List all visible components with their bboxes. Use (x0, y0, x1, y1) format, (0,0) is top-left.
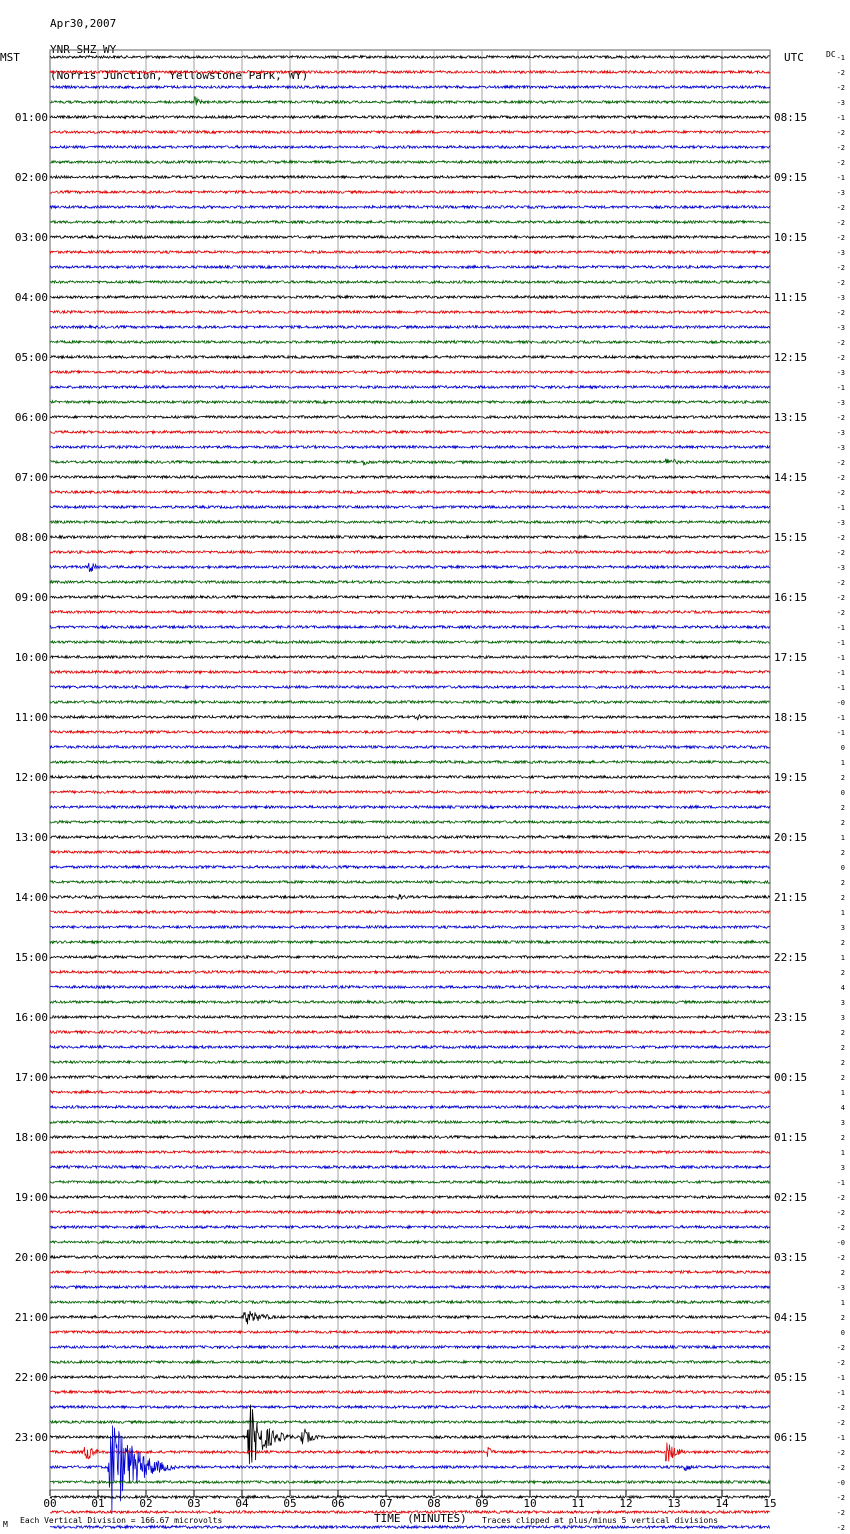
dc-offset-value: -2 (836, 1509, 845, 1517)
dc-offset-value: -0 (836, 1239, 845, 1247)
seismic-trace (50, 1196, 770, 1199)
seismic-trace (50, 926, 770, 929)
dc-offset-value: -2 (836, 144, 845, 152)
mst-hour-label: 05:00 (14, 351, 48, 364)
seismic-trace (50, 986, 770, 989)
seismic-trace (50, 806, 770, 809)
seismic-trace (50, 746, 770, 749)
seismic-trace (50, 251, 770, 254)
dc-offset-value: -2 (836, 264, 845, 272)
utc-hour-label: 11:15 (774, 291, 808, 304)
dc-offset-value: -0 (836, 1479, 845, 1487)
utc-hour-label: 09:15 (774, 171, 808, 184)
seismic-trace (50, 416, 770, 419)
dc-offset-value: 2 (840, 1044, 845, 1052)
seismic-trace (50, 146, 770, 149)
seismic-trace (50, 1136, 770, 1139)
dc-offset-value: -2 (836, 1419, 845, 1427)
chart-date: Apr30,2007 (50, 17, 117, 30)
dc-offset-value: -1 (836, 1179, 845, 1187)
seismic-trace (50, 431, 770, 434)
seismic-trace (50, 1361, 770, 1364)
seismic-trace (50, 1031, 770, 1034)
seismic-trace (50, 71, 770, 74)
seismic-trace (50, 459, 770, 466)
utc-hour-label: 08:15 (774, 111, 808, 124)
dc-offset-value: -2 (836, 459, 845, 467)
chart-location: (Norris Junction, Yellowstone Park, WY) (50, 69, 309, 82)
utc-hour-label: 21:15 (774, 891, 808, 904)
x-tick-label: 03 (187, 1497, 201, 1510)
seismic-trace (50, 401, 770, 404)
dc-offset-value: -2 (836, 1209, 845, 1217)
seismic-trace (50, 596, 770, 599)
mst-hour-label: 23:00 (14, 1431, 48, 1444)
dc-offset-value: -3 (836, 294, 845, 302)
dc-offset-value: -2 (836, 1404, 845, 1412)
dc-offset-value: -2 (836, 159, 845, 167)
seismic-trace (50, 221, 770, 224)
seismic-trace (50, 851, 770, 854)
seismic-trace (50, 686, 770, 689)
seismic-trace (50, 1496, 770, 1499)
dc-offset-value: -2 (836, 354, 845, 362)
dc-offset-value: 2 (840, 894, 845, 902)
dc-offset-value: 3 (840, 1119, 845, 1127)
seismic-trace (50, 1376, 770, 1379)
utc-hour-label: 23:15 (774, 1011, 808, 1024)
dc-offset-value: 2 (840, 774, 845, 782)
dc-offset-value: -3 (836, 249, 845, 257)
right-timezone-label: UTC (784, 51, 804, 64)
dc-offset-value: -1 (836, 504, 845, 512)
x-tick-label: 11 (571, 1497, 585, 1510)
dc-offset-labels (837, 54, 845, 1534)
mst-hour-label: 10:00 (14, 651, 48, 664)
dc-offset-value: 1 (840, 1149, 845, 1157)
seismic-trace (50, 1046, 770, 1049)
utc-hour-label: 17:15 (774, 651, 808, 664)
dc-offset-value: -3 (836, 99, 845, 107)
dc-offset-value: -2 (836, 309, 845, 317)
seismic-trace (50, 1271, 770, 1274)
utc-hour-label: 18:15 (774, 711, 808, 724)
seismic-trace (50, 161, 770, 164)
seismic-trace (50, 1001, 770, 1004)
seismic-trace (50, 1106, 770, 1109)
dc-offset-value: -1 (836, 654, 845, 662)
seismic-trace (50, 96, 770, 105)
dc-offset-value: -2 (836, 69, 845, 77)
mst-hour-label: 18:00 (14, 1131, 48, 1144)
seismic-trace (50, 1406, 770, 1409)
seismic-trace (50, 491, 770, 494)
seismic-trace (50, 581, 770, 584)
seismic-trace (50, 611, 770, 614)
dc-offset-value: 2 (840, 819, 845, 827)
mst-hour-label: 14:00 (14, 891, 48, 904)
mst-hour-label: 03:00 (14, 231, 48, 244)
mst-hour-label: 01:00 (14, 111, 48, 124)
dc-offset-value: 2 (840, 1059, 845, 1067)
dc-offset-value: 2 (840, 1029, 845, 1037)
seismic-trace (50, 341, 770, 344)
dc-offset-value: 1 (840, 1299, 845, 1307)
dc-offset-value: 4 (840, 984, 845, 992)
dc-offset-value: -2 (836, 204, 845, 212)
dc-offset-value: -2 (836, 414, 845, 422)
dc-offset-value: 2 (840, 1269, 845, 1277)
mst-hour-label: 04:00 (14, 291, 48, 304)
seismic-trace (50, 1526, 770, 1529)
dc-offset-value: -2 (836, 1224, 845, 1232)
dc-offset-value: -2 (836, 84, 845, 92)
seismic-trace (50, 1301, 770, 1304)
dc-offset-value: -2 (836, 279, 845, 287)
seismic-trace (50, 1346, 770, 1349)
dc-offset-value: 0 (840, 1329, 845, 1337)
mst-hour-label: 12:00 (14, 771, 48, 784)
utc-hour-label: 22:15 (774, 951, 808, 964)
seismic-trace (50, 731, 770, 734)
x-tick-label: 15 (763, 1497, 777, 1510)
dc-offset-value: 0 (840, 864, 845, 872)
seismic-trace (50, 371, 770, 374)
dc-offset-value: -3 (836, 189, 845, 197)
utc-hour-label: 02:15 (774, 1191, 808, 1204)
x-tick-label: 10 (523, 1497, 537, 1510)
utc-hour-label: 13:15 (774, 411, 808, 424)
seismic-trace (50, 911, 770, 914)
dc-offset-value: -2 (836, 129, 845, 137)
seismic-trace (50, 776, 770, 779)
utc-hour-label: 06:15 (774, 1431, 808, 1444)
clip-note: Traces clipped at plus/minus 5 vertical divisions (482, 1516, 719, 1525)
utc-hour-label: 16:15 (774, 591, 808, 604)
mst-hour-label: 22:00 (14, 1371, 48, 1384)
mst-hour-label: 07:00 (14, 471, 48, 484)
mst-hour-label: 19:00 (14, 1191, 48, 1204)
x-tick-label: 07 (379, 1497, 393, 1510)
left-timezone-label: MST (0, 51, 20, 64)
seismic-trace (50, 1405, 770, 1465)
x-tick-label: 14 (715, 1497, 729, 1510)
seismic-trace (50, 1226, 770, 1229)
dc-offset-value: 3 (840, 1014, 845, 1022)
dc-offset-value: 4 (840, 1104, 845, 1112)
seismic-trace (50, 1151, 770, 1154)
dc-offset-value: -1 (836, 729, 845, 737)
seismic-trace (50, 1076, 770, 1079)
seismic-trace (50, 1421, 770, 1424)
seismic-trace (50, 236, 770, 239)
seismic-trace (50, 176, 770, 179)
seismic-trace (50, 1391, 770, 1394)
utc-hour-label: 19:15 (774, 771, 808, 784)
dc-offset-value: -3 (836, 1284, 845, 1292)
dc-offset-value: 1 (840, 834, 845, 842)
seismic-trace (50, 656, 770, 659)
dc-offset-value: -2 (836, 219, 845, 227)
seismic-trace (50, 941, 770, 944)
seismic-trace (50, 191, 770, 194)
x-tick-label: 05 (283, 1497, 297, 1510)
dc-offset-value: 3 (840, 1164, 845, 1172)
dc-offset-value: 0 (840, 744, 845, 752)
seismic-trace (50, 1211, 770, 1214)
dc-offset-value: -2 (836, 234, 845, 242)
dc-offset-value: -3 (836, 324, 845, 332)
utc-hour-label: 15:15 (774, 531, 808, 544)
seismic-trace (50, 761, 770, 764)
x-tick-label: 12 (619, 1497, 633, 1510)
x-tick-label: 01 (91, 1497, 105, 1510)
dc-offset-value: -1 (836, 1434, 845, 1442)
dc-offset-value: 2 (840, 849, 845, 857)
dc-offset-value: 1 (840, 1089, 845, 1097)
dc-offset-value: -2 (836, 1494, 845, 1502)
utc-hour-label: 00:15 (774, 1071, 808, 1084)
seismic-trace (50, 1061, 770, 1064)
seismic-trace (50, 791, 770, 794)
utc-hour-label: 10:15 (774, 231, 808, 244)
seismic-trace (50, 521, 770, 524)
mst-hour-label: 21:00 (14, 1311, 48, 1324)
dc-offset-value: -1 (836, 714, 845, 722)
dc-header-label: DC (826, 50, 836, 59)
scale-note: Each Vertical Division = 166.67 microvolts (20, 1516, 223, 1525)
dc-offset-value: 2 (840, 939, 845, 947)
mst-hour-label: 17:00 (14, 1071, 48, 1084)
utc-hour-label: 03:15 (774, 1251, 808, 1264)
x-tick-label: 06 (331, 1497, 345, 1510)
seismic-trace (50, 715, 770, 720)
mst-hour-label: 11:00 (14, 711, 48, 724)
seismic-trace (50, 1481, 770, 1484)
dc-offset-value: -2 (836, 1464, 845, 1472)
utc-hour-label: 04:15 (774, 1311, 808, 1324)
dc-offset-value: -1 (836, 624, 845, 632)
dc-offset-value: -3 (836, 429, 845, 437)
seismic-trace (50, 116, 770, 119)
seismic-trace (50, 266, 770, 269)
seismic-trace (50, 356, 770, 359)
seismic-trace (50, 1286, 770, 1289)
utc-hour-label: 14:15 (774, 471, 808, 484)
mst-hour-label: 02:00 (14, 171, 48, 184)
seismic-trace (50, 1121, 770, 1124)
dc-offset-value: -2 (836, 549, 845, 557)
dc-offset-value: -2 (836, 489, 845, 497)
chart-station: YNR SHZ WY (50, 43, 117, 56)
dc-offset-value: 2 (840, 804, 845, 812)
seismic-trace (50, 563, 770, 572)
dc-offset-value: 3 (840, 999, 845, 1007)
seismic-trace (50, 1331, 770, 1334)
dc-offset-value: 2 (840, 1314, 845, 1322)
seismic-trace (50, 551, 770, 554)
dc-offset-value: 0 (840, 789, 845, 797)
seismic-trace (50, 446, 770, 449)
trace-group (50, 56, 770, 1534)
dc-offset-value: -3 (836, 399, 845, 407)
dc-offset-value: -2 (836, 579, 845, 587)
dc-offset-value: -2 (836, 1449, 845, 1457)
dc-offset-value: -3 (836, 564, 845, 572)
seismic-trace (50, 56, 770, 59)
utc-hour-label: 12:15 (774, 351, 808, 364)
seismic-trace (50, 1016, 770, 1019)
mst-hour-label: 15:00 (14, 951, 48, 964)
dc-offset-value: -2 (836, 474, 845, 482)
seismic-trace (50, 1443, 770, 1462)
seismic-trace (50, 971, 770, 974)
seismic-trace (50, 1311, 770, 1324)
seismic-trace (50, 1426, 770, 1514)
seismic-trace (50, 1181, 770, 1184)
dc-offset-value: 2 (840, 1134, 845, 1142)
mst-hour-label: 20:00 (14, 1251, 48, 1264)
dc-offset-value: -2 (836, 1254, 845, 1262)
utc-hour-label: 05:15 (774, 1371, 808, 1384)
seismic-trace (50, 326, 770, 329)
dc-offset-value: -2 (836, 609, 845, 617)
seismic-trace (50, 641, 770, 644)
seismic-trace (50, 476, 770, 479)
seismic-trace (50, 386, 770, 389)
dc-offset-value: -2 (836, 1344, 845, 1352)
seismic-trace (50, 1166, 770, 1169)
dc-offset-value: 1 (840, 954, 845, 962)
dc-offset-value: 2 (840, 969, 845, 977)
mst-hour-label: 09:00 (14, 591, 48, 604)
seismic-trace (50, 506, 770, 509)
mst-hour-label: 08:00 (14, 531, 48, 544)
dc-offset-value: -2 (836, 339, 845, 347)
dc-offset-value: -2 (836, 594, 845, 602)
seismic-trace (50, 626, 770, 629)
mst-hour-label: 16:00 (14, 1011, 48, 1024)
x-tick-label: 13 (667, 1497, 681, 1510)
dc-offset-value: -3 (836, 369, 845, 377)
seismic-trace (50, 956, 770, 959)
seismic-trace (50, 701, 770, 704)
mst-hour-label: 13:00 (14, 831, 48, 844)
seismic-trace (50, 671, 770, 674)
dc-offset-value: -2 (836, 1359, 845, 1367)
utc-hour-label: 20:15 (774, 831, 808, 844)
x-tick-label: 04 (235, 1497, 249, 1510)
dc-offset-value: 1 (840, 909, 845, 917)
dc-offset-value: -2 (836, 534, 845, 542)
footer-mark: M (3, 1520, 8, 1529)
seismic-trace (50, 206, 770, 209)
seismic-trace (50, 836, 770, 839)
dc-offset-value: -1 (836, 384, 845, 392)
dc-offset-value: -1 (836, 174, 845, 182)
dc-offset-value: -1 (836, 684, 845, 692)
seismic-trace (50, 881, 770, 884)
seismic-trace (50, 281, 770, 284)
dc-offset-value: -3 (836, 519, 845, 527)
mst-hour-label: 06:00 (14, 411, 48, 424)
seismic-trace (50, 1241, 770, 1244)
dc-offset-value: -1 (836, 114, 845, 122)
x-axis (43, 1490, 776, 1510)
seismic-trace (50, 821, 770, 824)
seismic-trace (50, 296, 770, 299)
seismic-trace (50, 311, 770, 314)
x-axis-title: TIME (MINUTES) (374, 1512, 467, 1525)
seismic-trace (50, 1256, 770, 1259)
x-tick-label: 08 (427, 1497, 441, 1510)
seismic-trace (50, 1091, 770, 1094)
dc-offset-value: 2 (840, 879, 845, 887)
seismic-trace (50, 866, 770, 869)
x-tick-label: 09 (475, 1497, 489, 1510)
dc-offset-value: -2 (836, 1194, 845, 1202)
x-tick-label: 02 (139, 1497, 153, 1510)
seismic-trace (50, 86, 770, 89)
x-tick-label: 00 (43, 1497, 57, 1510)
dc-offset-value: -1 (836, 1389, 845, 1397)
dc-offset-value: -1 (836, 639, 845, 647)
dc-offset-value: 2 (840, 1074, 845, 1082)
dc-offset-value: -1 (836, 54, 845, 62)
dc-offset-value: -3 (836, 444, 845, 452)
seismic-trace (50, 536, 770, 539)
dc-offset-value: -0 (836, 699, 845, 707)
seismic-trace (50, 894, 770, 899)
dc-offset-value: 1 (840, 759, 845, 767)
dc-offset-value: 3 (840, 924, 845, 932)
dc-offset-value: -1 (836, 1374, 845, 1382)
dc-offset-value: -2 (836, 1524, 845, 1532)
dc-offset-value: -1 (836, 669, 845, 677)
utc-hour-label: 01:15 (774, 1131, 808, 1144)
seismic-trace (50, 131, 770, 134)
